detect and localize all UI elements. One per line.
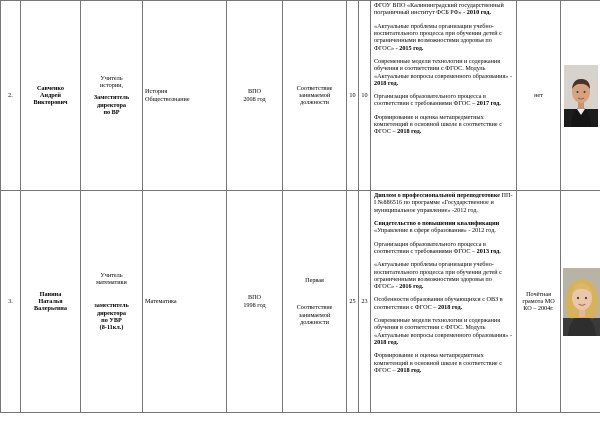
training-item: Современные модели технологии и содержания обучения в соответствии с ФГОС. Модуль «Актуальные вопросы современного образования» - 2018 год. <box>374 317 513 346</box>
training-item: Свидетельство о повышении квалификации «Управление в сфере образования» - 2012 год. <box>374 219 500 235</box>
teacher-position: Учитель истории, Заместитель директора по ВР <box>81 1 143 191</box>
training-item: Организация образовательного процесса в соответствии с требованиями ФГОС – 2017 год. <box>374 93 501 108</box>
table-row <box>1 1 600 191</box>
teacher-name: Панина Наталья Валерьевна <box>21 191 81 413</box>
teacher-subject: История Обществознание <box>143 1 227 191</box>
training-item: Формирование и оценка метапредметных компетенций в основной школе в соответствие с ФГОС – 2018 год. <box>374 352 502 374</box>
training-item: Формирование и оценка метапредметных компетенций в основной школе в соответствие с ФГОС – 2018 год. <box>374 113 502 136</box>
experience-pedagogical: 10 <box>359 1 371 191</box>
awards: Почётная грамота МО КО – 2004г. <box>517 191 561 413</box>
experience-total: 25 <box>347 191 359 413</box>
teacher-category: Соответствие занимаемой должности <box>283 1 347 191</box>
table-row <box>1 191 600 413</box>
experience-total: 10 <box>347 1 359 191</box>
training-item: «Актуальные проблемы организации учебно-воспитательного процесса при обучении детей с ограниченными возможностями здоровья по ФГОС» - 2016 год. <box>374 261 502 291</box>
teacher-subject: Математика <box>143 191 227 413</box>
training-item: Организация образовательного процесса в соответствии с требованиями ФГОС – 2013 год. <box>374 240 501 255</box>
teacher-name: Савченко Андрей Викторович <box>21 1 81 191</box>
teacher-photo-cell <box>561 1 600 191</box>
row-number: 2. <box>1 1 21 191</box>
training-item: «Актуальные проблемы организации учебно-воспитательного процесса при обучении детей с ограниченными возможностями здоровья по ФГОС» - 2015 год. <box>374 22 502 52</box>
training-list <box>371 191 517 413</box>
teacher-education: ВПО 1998 год <box>227 191 283 413</box>
training-item: Диплом о профессиональной переподготовке ПП-I №886516 по программе «Государственное и муниципальное управление» -2012 год. <box>374 192 513 214</box>
teacher-photo <box>563 268 600 336</box>
training-item: ФГОУ ВПО «Калининградский государственный пограничный институт ФСБ РФ» - 2010 год. <box>374 2 504 17</box>
training-item: Особенности образования обучающихся с ОВЗ в соответствии с ФГОС – 2018 год. <box>374 296 503 311</box>
row-number: 3. <box>1 191 21 413</box>
teacher-photo <box>564 65 598 127</box>
teacher-photo-cell <box>561 191 600 413</box>
experience-pedagogical: 23 <box>359 191 371 413</box>
teacher-position: Учитель математики заместитель директора по УВР (8-11кл.) <box>81 191 143 413</box>
training-list <box>371 1 517 191</box>
teacher-education: ВПО 2008 год <box>227 1 283 191</box>
awards: нет <box>517 1 561 191</box>
training-item: Современные модели технологии и содержания обучения в соответствии с ФГОС. Модуль «Актуальные вопросы современного образования» - 2018 год. <box>374 57 513 87</box>
teacher-category: Первая Соответствие занимаемой должности <box>283 191 347 413</box>
